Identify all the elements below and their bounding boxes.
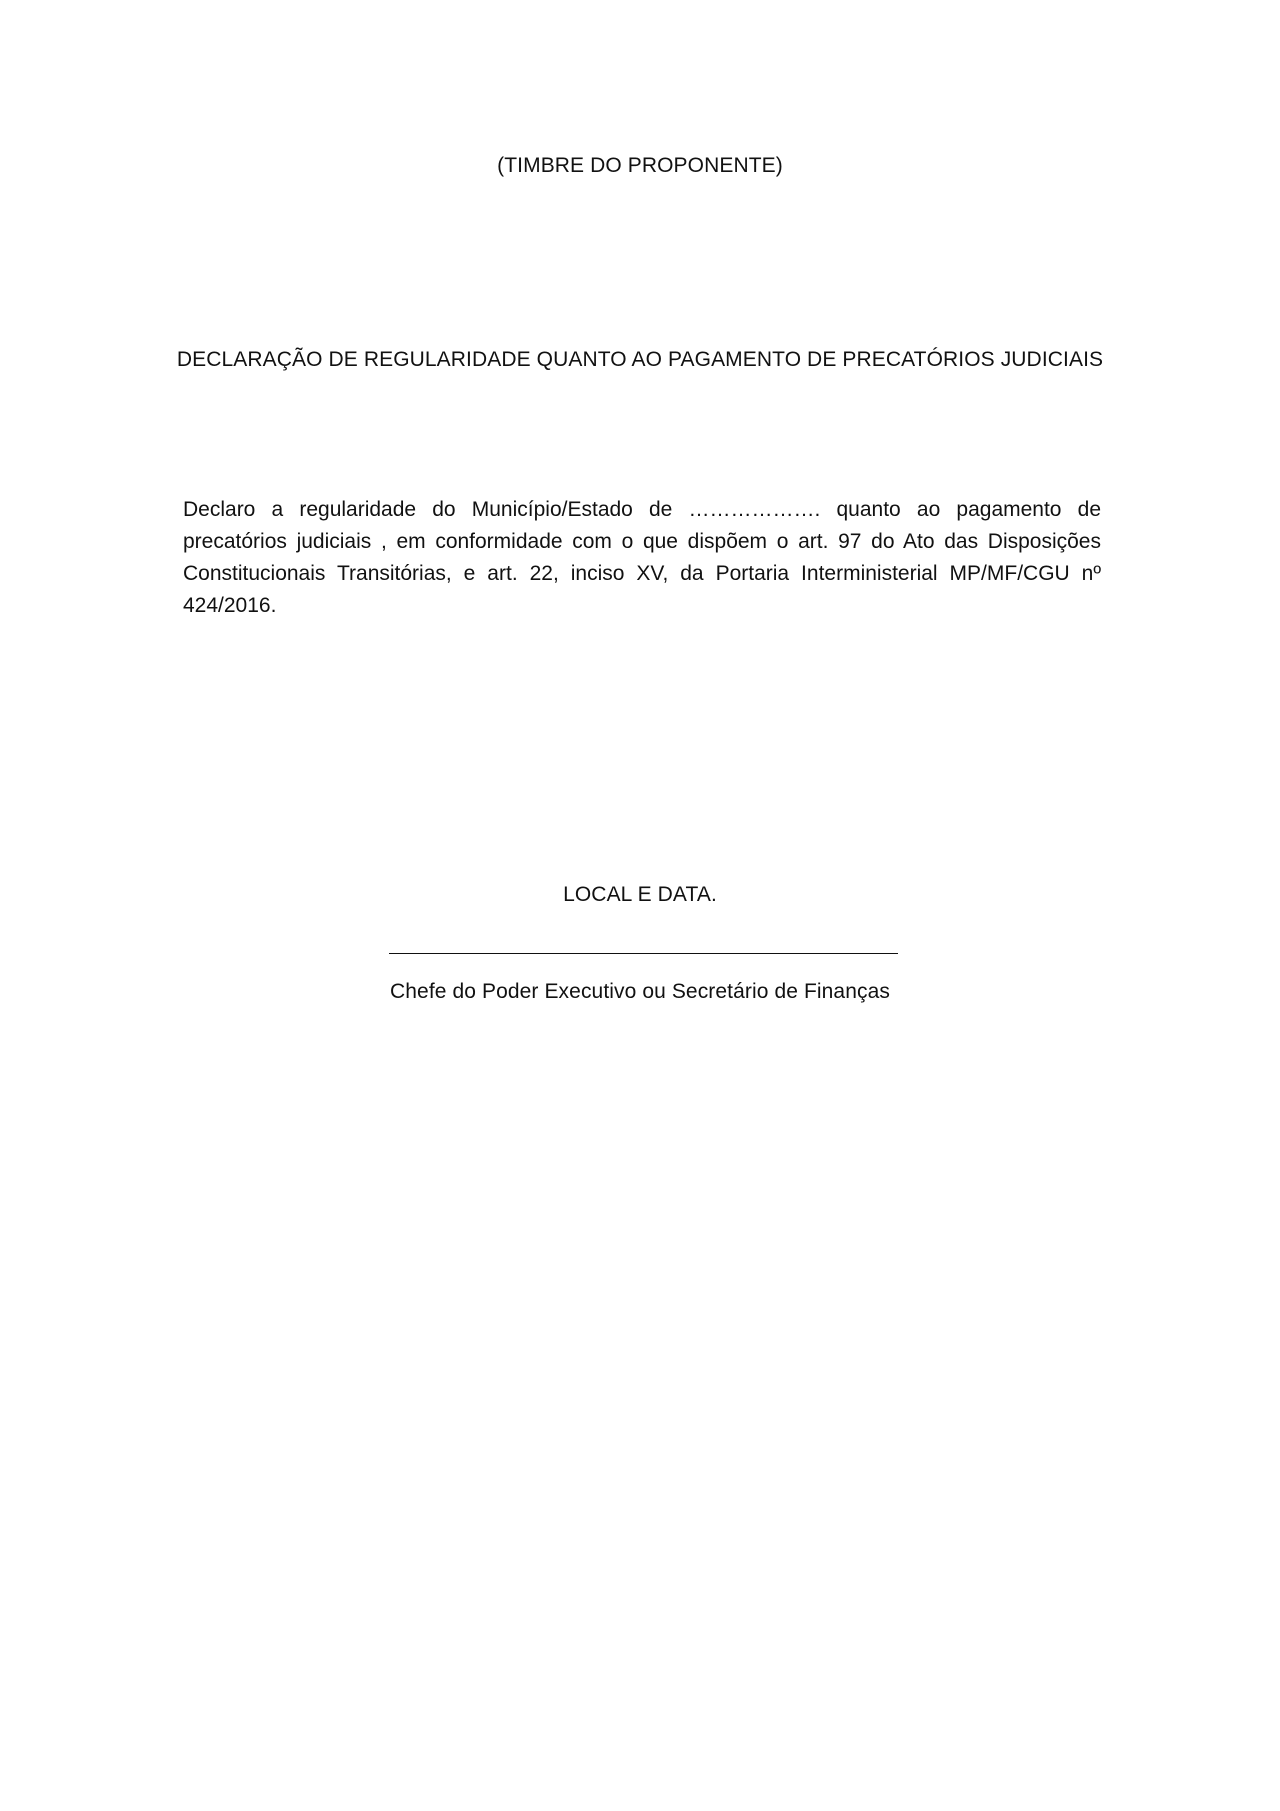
place-date: LOCAL E DATA. (563, 883, 717, 906)
header-stamp: (TIMBRE DO PROPONENTE) (497, 154, 783, 177)
document-title: DECLARAÇÃO DE REGULARIDADE QUANTO AO PAGAMENTO DE PRECATÓRIOS JUDICIAIS (176, 348, 1104, 371)
declaration-paragraph: Declaro a regularidade do Município/Estado de ………………. quanto ao pagamento de precatórios judiciais , em conformidade com o que dispõem o art. 97 do Ato das Disposições Constitucionais Transitórias, e art. 22, inciso XV, da Portaria Interministerial MP/MF/CGU nº 424/2016. (183, 498, 1101, 617)
signature-line (389, 953, 898, 954)
signatory-title: Chefe do Poder Executivo ou Secretário de Finanças (390, 980, 890, 1003)
